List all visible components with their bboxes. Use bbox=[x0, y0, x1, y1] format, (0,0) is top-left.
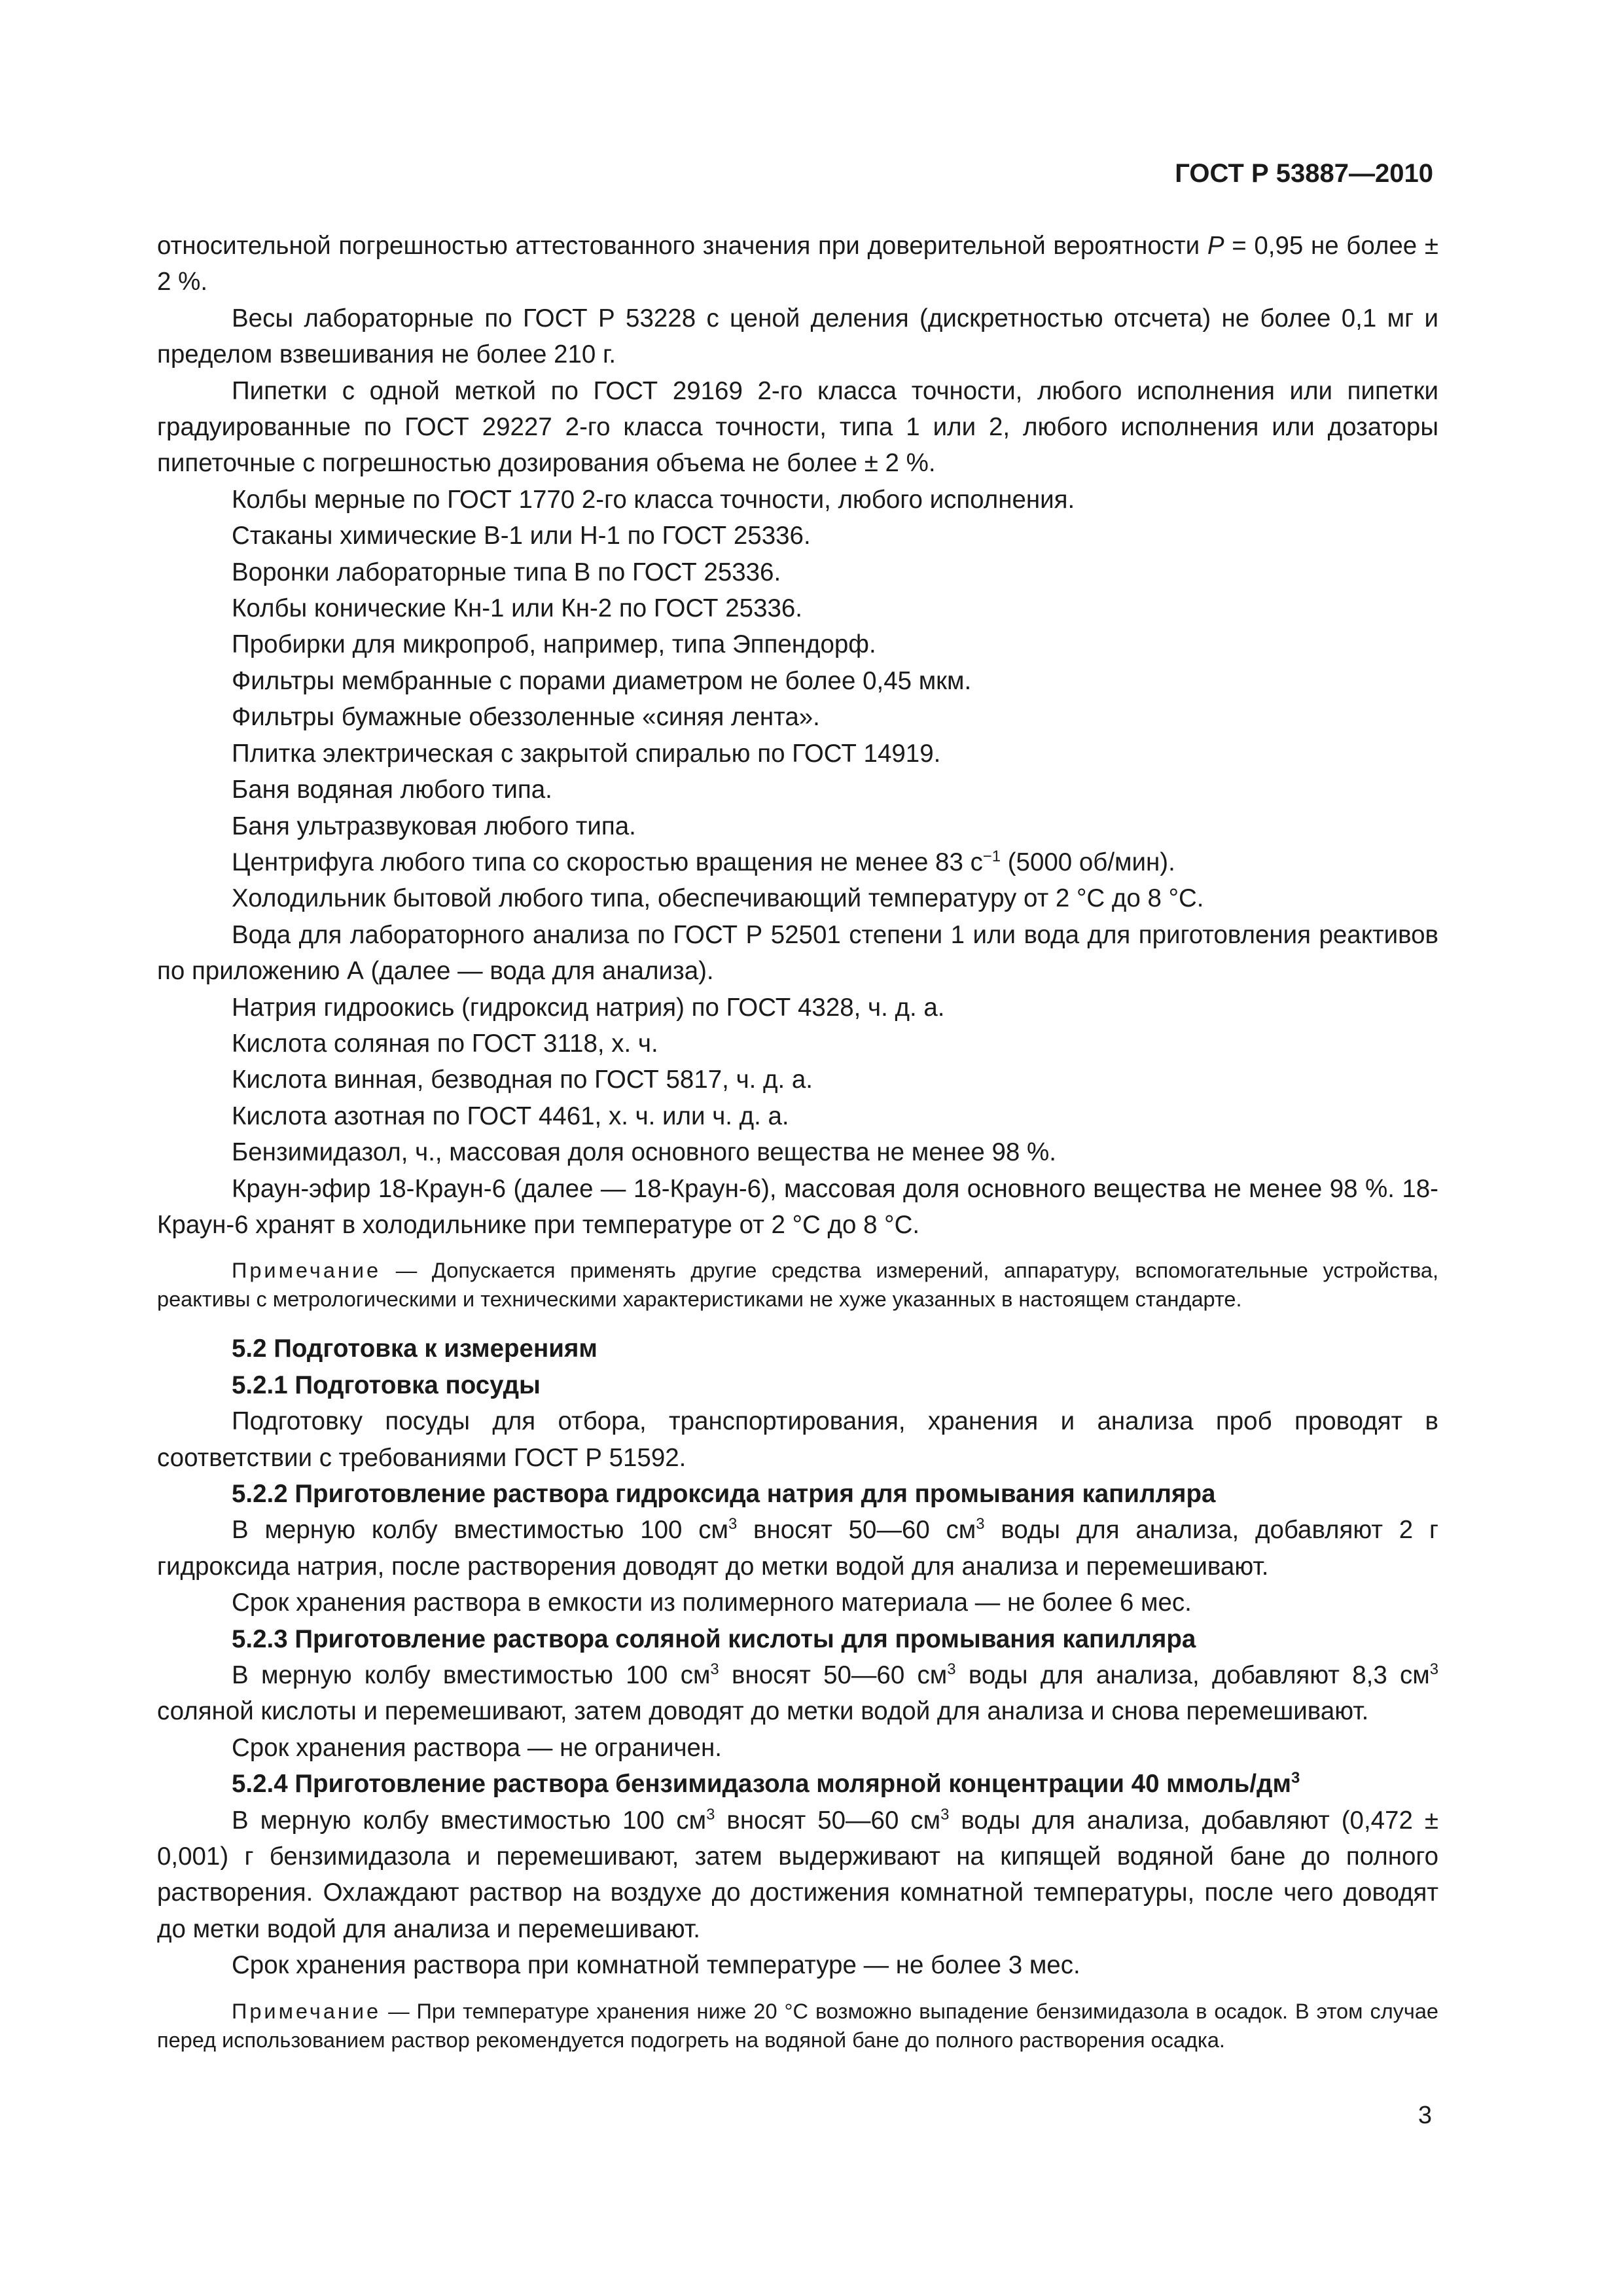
paragraph: Баня водяная любого типа. bbox=[232, 776, 552, 804]
paragraph: Срок хранения раствора — не ограничен. bbox=[232, 1733, 722, 1762]
paragraph: Колбы мерные по ГОСТ 1770 2-го класса точности, любого исполнения. bbox=[232, 485, 1075, 514]
paragraph: Колбы конические Кн-1 или Кн-2 по ГОСТ 25336. bbox=[232, 594, 803, 623]
section-heading: 5.2 Подготовка к измерениям bbox=[232, 1335, 597, 1363]
note: Примечание — Допускается применять другие средства измерений, аппаратуру, вспомогательные устройства, реактивы с метрологическими и техническими характеристиками не хуже указанных в настоящем стандарте. bbox=[157, 1259, 1438, 1312]
paragraph: Краун-эфир 18-Краун-6 (далее — 18-Краун-6), массовая доля основного вещества не менее 98 %. 18-Краун-6 хранят в холодильнике при температуре от 2 °С до 8 °С. bbox=[157, 1174, 1438, 1239]
section-heading: 5.2.3 Приготовление раствора соляной кислоты для промывания капилляра bbox=[232, 1624, 1196, 1653]
paragraph: Натрия гидроокись (гидроксид натрия) по ГОСТ 4328, ч. д. а. bbox=[232, 993, 945, 1022]
paragraph: В мерную колбу вместимостью 100 $см^3$ вносят 50—60 $см^3$ воды для анализа, добавляют (0,472 ± 0,001) г бензимидазола и перемешивают, затем выдерживают на кипящей водяной бане до полного растворения. Охлаждают раствор на воздухе до достижения комнатной температуры, после чего доводят до метки водой для анализа и перемешивают. bbox=[157, 1805, 1439, 1943]
paragraph: относительной погрешностью аттестованного значения при доверительной вероятности P = 0,95 не более ± 2 %. bbox=[157, 232, 1438, 296]
paragraph: Плитка электрическая с закрытой спиралью по ГОСТ 14919. bbox=[232, 739, 941, 768]
paragraph: Холодильник бытовой любого типа, обеспечивающий температуру от 2 °С до 8 °С. bbox=[232, 884, 1204, 913]
paragraph: Вода для лабораторного анализа по ГОСТ Р 52501 степени 1 или вода для приготовления реактивов по приложению А (далее — вода для анализа). bbox=[157, 920, 1438, 986]
paragraph: Фильтры мембранные с порами диаметром не более 0,45 мкм. bbox=[232, 666, 972, 695]
paragraph: Фильтры бумажные обеззоленные «синяя лента». bbox=[232, 703, 820, 732]
paragraph: Воронки лабораторные типа В по ГОСТ 25336. bbox=[232, 558, 781, 586]
paragraph: Весы лабораторные по ГОСТ Р 53228 с ценой деления (дискретностью отсчета) не более 0,1 мг и пределом взвешивания не более 210 г. bbox=[157, 304, 1438, 369]
paragraph: Срок хранения раствора в емкости из полимерного материала — не более 6 мес. bbox=[232, 1588, 1192, 1617]
paragraph: Пробирки для микропроб, например, типа Эппендорф. bbox=[232, 630, 876, 659]
section-heading: 5.2.4 Приготовление раствора бензимидазола молярной концентрации 40 ммоль/$дм^3$ bbox=[232, 1769, 1300, 1799]
paragraph: Бензимидазол, ч., массовая доля основного вещества не менее 98 %. bbox=[232, 1138, 1056, 1167]
paragraph: Подготовку посуды для отбора, транспортирования, хранения и анализа проб проводят в соответствии с требованиями ГОСТ Р 51592. bbox=[157, 1407, 1438, 1472]
section-heading: 5.2.2 Приготовление раствора гидроксида натрия для промывания капилляра bbox=[232, 1480, 1216, 1508]
page-body bbox=[157, 228, 1438, 2054]
note: Примечание — При температуре хранения ниже 20 °С возможно выпадение бензимидазола в осадок. В этом случае перед использованием раствор рекомендуется подогреть на водяной бане до полного растворения осадка. bbox=[157, 1999, 1438, 2052]
paragraph: Срок хранения раствора при комнатной температуре — не более 3 мес. bbox=[232, 1951, 1080, 1980]
page-number: 3 bbox=[1418, 2102, 1432, 2129]
paragraph: Кислота азотная по ГОСТ 4461, х. ч. или ч. д. а. bbox=[232, 1102, 789, 1130]
paragraph: Баня ультразвуковая любого типа. bbox=[232, 812, 636, 840]
paragraph: Пипетки с одной меткой по ГОСТ 29169 2-го класса точности, любого исполнения или пипетки градуированные по ГОСТ 29227 2-го класса точности, типа 1 или 2, любого исполнения или дозаторы пипеточные с погрешностью дозирования объема не более ± 2 %. bbox=[157, 376, 1438, 478]
section-heading: 5.2.1 Подготовка посуды bbox=[232, 1371, 541, 1399]
paragraph: Центрифуга любого типа со скоростью вращения не менее 83 $с^{-1}$ (5000 об/мин). bbox=[232, 848, 1175, 876]
paragraph: Кислота соляная по ГОСТ 3118, х. ч. bbox=[232, 1029, 658, 1058]
paragraph: В мерную колбу вместимостью 100 $см^3$ вносят 50—60 $см^3$ воды для анализа, добавляют 8,3 $см^3$ соляной кислоты и перемешивают, затем доводят до метки водой для анализа и снова перемешивают. bbox=[157, 1660, 1439, 1726]
paragraph: Стаканы химические В-1 или Н-1 по ГОСТ 25336. bbox=[232, 522, 811, 550]
paragraph: Кислота винная, безводная по ГОСТ 5817, ч. д. а. bbox=[232, 1066, 813, 1094]
document-id: ГОСТ Р 53887—2010 bbox=[1175, 159, 1433, 188]
paragraph: В мерную колбу вместимостью 100 $см^3$ вносят 50—60 $см^3$ воды для анализа, добавляют 2 г гидроксида натрия, после растворения доводят до метки водой для анализа и перемешивают. bbox=[157, 1515, 1438, 1581]
